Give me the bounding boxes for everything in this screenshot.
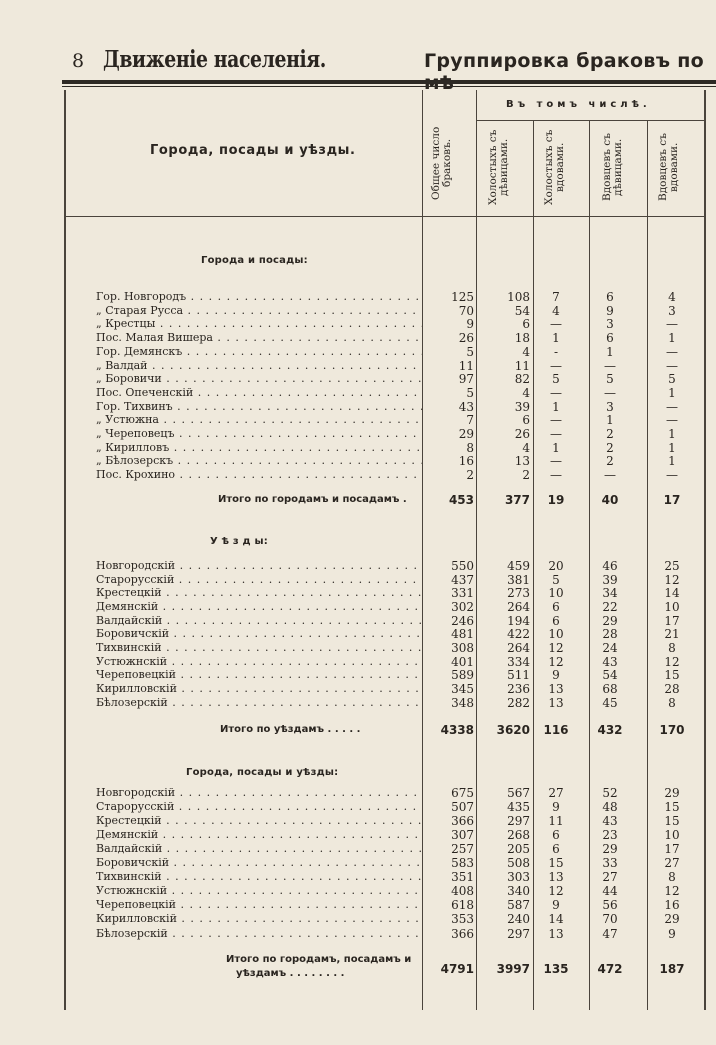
row-label: „ Бѣлозерскъ . . . bbox=[96, 454, 422, 468]
row-label: „ Старая Русса . . . bbox=[96, 304, 422, 318]
row-label: Боровичскій . . . bbox=[96, 856, 422, 870]
table-cell: 70 bbox=[458, 303, 474, 318]
row-label: Крестецкій . . . bbox=[96, 586, 422, 600]
table-cell: 587 bbox=[507, 898, 530, 913]
table-cell: 68 bbox=[602, 681, 618, 696]
table-cell: 44 bbox=[602, 884, 618, 899]
table-cell: 6 bbox=[522, 317, 530, 332]
table-cell: 268 bbox=[507, 828, 530, 843]
table-row bbox=[0, 641, 716, 655]
total-value: 4338 bbox=[440, 723, 474, 737]
table-cell: 15 bbox=[548, 856, 564, 871]
table-cell: 21 bbox=[664, 627, 680, 642]
table-cell: — bbox=[666, 358, 678, 373]
table-cell: 26 bbox=[458, 331, 474, 346]
table-cell: 264 bbox=[507, 599, 530, 614]
table-cell: 236 bbox=[507, 681, 530, 696]
column-header-bachelors-maidens: Холостыхъ съ дѣвицами. bbox=[487, 129, 510, 205]
table-cell: 4 bbox=[668, 290, 676, 304]
row-label: Бѣлозерскій . . . bbox=[96, 927, 422, 941]
table-cell: 5 bbox=[466, 385, 474, 400]
table-cell: — bbox=[550, 385, 562, 400]
table-cell: 7 bbox=[552, 290, 560, 304]
table-cell: 2 bbox=[606, 427, 614, 441]
table-cell: 4 bbox=[522, 385, 530, 400]
table-row bbox=[0, 870, 716, 884]
total-value: 40 bbox=[601, 493, 619, 507]
table-cell: 508 bbox=[507, 856, 530, 871]
total-label: Итого по уѣздамъ . . . . . bbox=[220, 724, 361, 735]
table-cell: 70 bbox=[602, 912, 618, 927]
total-value: 116 bbox=[543, 723, 569, 737]
table-cell: 550 bbox=[451, 559, 474, 573]
table-cell: 2 bbox=[606, 440, 614, 455]
table-cell: 5 bbox=[466, 344, 474, 359]
table-row bbox=[0, 454, 716, 468]
table-row bbox=[0, 559, 716, 573]
table-cell: 264 bbox=[507, 640, 530, 655]
table-cell: 12 bbox=[548, 884, 564, 899]
table-cell: 507 bbox=[451, 800, 474, 815]
table-cell: 3 bbox=[606, 317, 614, 332]
table-cell: 12 bbox=[548, 654, 564, 669]
table-cell: 435 bbox=[507, 800, 530, 815]
table-cell: 13 bbox=[548, 681, 564, 696]
table-cell: 11 bbox=[458, 358, 474, 373]
table-cell: 20 bbox=[548, 559, 564, 573]
row-label: Валдайскій . . . bbox=[96, 842, 422, 856]
table-cell: 437 bbox=[451, 572, 474, 587]
section-title: Города, посады и уѣзды: bbox=[186, 767, 339, 778]
table-cell: 9 bbox=[466, 317, 474, 332]
table-cell: 18 bbox=[514, 331, 530, 346]
table-cell: 5 bbox=[552, 372, 560, 387]
table-cell: 2 bbox=[606, 454, 614, 469]
table-row bbox=[0, 427, 716, 441]
column-header-widowers-maidens: Вдовцевъ съ дѣвицами. bbox=[601, 133, 624, 201]
table-cell: — bbox=[550, 317, 562, 332]
table-row bbox=[0, 345, 716, 359]
table-cell: - bbox=[553, 344, 559, 359]
total-value: 4791 bbox=[440, 962, 474, 976]
table-cell: 12 bbox=[548, 640, 564, 655]
table-cell: 43 bbox=[602, 654, 618, 669]
table-row bbox=[0, 441, 716, 455]
table-cell: 23 bbox=[602, 828, 618, 843]
row-label: Гор. Демянскъ . . . bbox=[96, 345, 422, 359]
table-row bbox=[0, 898, 716, 912]
table-cell: 2 bbox=[466, 468, 474, 483]
table-row bbox=[0, 413, 716, 427]
table-cell: 48 bbox=[602, 800, 618, 815]
running-title-left: Движеніе населенія. bbox=[103, 46, 326, 73]
total-row bbox=[0, 954, 716, 994]
table-cell: 1 bbox=[552, 440, 560, 455]
table-row bbox=[0, 856, 716, 870]
header-bottom-rule bbox=[64, 216, 704, 217]
table-cell: 24 bbox=[602, 640, 618, 655]
table-cell: 12 bbox=[664, 884, 680, 899]
total-value: 3997 bbox=[496, 962, 530, 976]
column-group-title: Въ томъ числѣ. bbox=[506, 99, 651, 110]
row-label: Тихвинскій . . . bbox=[96, 870, 422, 884]
table-cell: 82 bbox=[514, 372, 530, 387]
row-label: „ Череповецъ . . . bbox=[96, 427, 422, 441]
total-value: 17 bbox=[663, 493, 681, 507]
table-cell: 29 bbox=[664, 786, 680, 800]
table-row bbox=[0, 372, 716, 386]
table-cell: 43 bbox=[458, 399, 474, 414]
table-row bbox=[0, 884, 716, 898]
table-cell: 28 bbox=[602, 627, 618, 642]
table-cell: 302 bbox=[451, 599, 474, 614]
table-cell: 401 bbox=[451, 654, 474, 669]
table-row bbox=[0, 600, 716, 614]
table-cell: 308 bbox=[451, 640, 474, 655]
row-label: Устюжнскій . . . bbox=[96, 655, 422, 669]
table-cell: 5 bbox=[668, 372, 676, 387]
table-cell: 6 bbox=[552, 613, 560, 628]
table-cell: 29 bbox=[664, 912, 680, 927]
row-label: Устюжнскій . . . bbox=[96, 884, 422, 898]
table-cell: 47 bbox=[602, 926, 618, 941]
table-cell: 1 bbox=[668, 427, 676, 441]
table-cell: 54 bbox=[602, 668, 618, 683]
table-cell: — bbox=[604, 468, 616, 483]
total-value: 377 bbox=[504, 493, 530, 507]
table-cell: 12 bbox=[664, 572, 680, 587]
table-cell: — bbox=[604, 385, 616, 400]
table-row bbox=[0, 842, 716, 856]
row-label: Кирилловскій . . . bbox=[96, 682, 422, 696]
table-cell: 1 bbox=[668, 385, 676, 400]
table-cell: 240 bbox=[507, 912, 530, 927]
table-cell: 33 bbox=[602, 856, 618, 871]
table-cell: 1 bbox=[606, 413, 614, 428]
table-cell: 303 bbox=[507, 870, 530, 885]
table-cell: 1 bbox=[552, 399, 560, 414]
table-cell: 54 bbox=[514, 303, 530, 318]
table-cell: 205 bbox=[507, 842, 530, 857]
table-cell: — bbox=[550, 468, 562, 483]
column-header-total: Общее число браковъ. bbox=[430, 126, 453, 200]
table-cell: 3 bbox=[606, 399, 614, 414]
table-cell: 345 bbox=[451, 681, 474, 696]
table-cell: 27 bbox=[664, 856, 680, 871]
table-row bbox=[0, 682, 716, 696]
table-row bbox=[0, 786, 716, 800]
row-label: Пос. Опеченскій . . . bbox=[96, 386, 422, 400]
table-cell: 1 bbox=[668, 440, 676, 455]
running-title-right: Группировка браковъ по bbox=[424, 50, 705, 72]
table-cell: 2 bbox=[522, 468, 530, 483]
table-cell: 307 bbox=[451, 828, 474, 843]
table-cell: 14 bbox=[548, 912, 564, 927]
row-label: Боровичскій . . . bbox=[96, 627, 422, 641]
table-cell: 334 bbox=[507, 654, 530, 669]
table-cell: 297 bbox=[507, 814, 530, 829]
table-row bbox=[0, 828, 716, 842]
table-cell: 366 bbox=[451, 926, 474, 941]
total-value: 3620 bbox=[496, 723, 530, 737]
column-header-bachelors-widows: Холостыхъ съ вдовами. bbox=[543, 129, 566, 205]
row-label: Пос. Крохино . . . bbox=[96, 468, 422, 482]
total-value: 472 bbox=[597, 962, 623, 976]
table-cell: 408 bbox=[451, 884, 474, 899]
row-label: Валдайскій . . . bbox=[96, 614, 422, 628]
table-cell: 9 bbox=[552, 800, 560, 815]
table-cell: 14 bbox=[664, 586, 680, 601]
table-cell: 1 bbox=[668, 454, 676, 469]
total-value: 187 bbox=[659, 962, 685, 976]
table-row bbox=[0, 614, 716, 628]
total-value: 135 bbox=[543, 962, 569, 976]
table-row bbox=[0, 468, 716, 482]
table-cell: 8 bbox=[668, 695, 676, 710]
column-header-widowers-widows: Вдовцевъ съ вдовами. bbox=[657, 133, 680, 201]
table-cell: 194 bbox=[507, 613, 530, 628]
table-cell: 39 bbox=[602, 572, 618, 587]
table-cell: 381 bbox=[507, 572, 530, 587]
table-cell: 16 bbox=[458, 454, 474, 469]
row-label: Демянскій . . . bbox=[96, 600, 422, 614]
table-cell: 8 bbox=[668, 870, 676, 885]
row-label: Старорусскій . . . bbox=[96, 800, 422, 814]
table-cell: 366 bbox=[451, 814, 474, 829]
table-cell: 125 bbox=[451, 290, 474, 304]
table-row bbox=[0, 400, 716, 414]
table-cell: 17 bbox=[664, 842, 680, 857]
table-cell: 282 bbox=[507, 695, 530, 710]
table-cell: 567 bbox=[507, 786, 530, 800]
table-cell: 9 bbox=[552, 668, 560, 683]
table-cell: 15 bbox=[664, 800, 680, 815]
table-cell: 9 bbox=[552, 898, 560, 913]
row-label: Гор. Новгородъ . . . bbox=[96, 290, 422, 304]
table-cell: — bbox=[550, 454, 562, 469]
table-row bbox=[0, 290, 716, 304]
row-label: „ Валдай . . . bbox=[96, 359, 422, 373]
table-cell: 511 bbox=[507, 668, 530, 683]
table-cell: 9 bbox=[606, 303, 614, 318]
table-cell: 1 bbox=[668, 331, 676, 346]
row-label: Бѣлозерскій . . . bbox=[96, 696, 422, 710]
table-row bbox=[0, 927, 716, 941]
table-row bbox=[0, 655, 716, 669]
page-number: 8 bbox=[72, 50, 85, 72]
table-cell: 8 bbox=[466, 440, 474, 455]
table-row bbox=[0, 800, 716, 814]
header-subrule bbox=[476, 120, 704, 121]
table-cell: 3 bbox=[668, 303, 676, 318]
table-cell: 8 bbox=[668, 640, 676, 655]
table-cell: 56 bbox=[602, 898, 618, 913]
table-cell: 13 bbox=[548, 926, 564, 941]
table-row bbox=[0, 668, 716, 682]
table-cell: 10 bbox=[548, 627, 564, 642]
table-cell: 6 bbox=[552, 828, 560, 843]
row-label: Пос. Малая Вишера . . . bbox=[96, 331, 422, 345]
row-label: „ Кирилловъ . . . bbox=[96, 441, 422, 455]
row-label: Кирилловскій . . . bbox=[96, 912, 422, 926]
table-row bbox=[0, 912, 716, 926]
table-cell: 22 bbox=[602, 599, 618, 614]
section-title: Города и посады: bbox=[201, 255, 308, 266]
total-value: 19 bbox=[547, 493, 565, 507]
table-cell: 15 bbox=[664, 668, 680, 683]
table-row bbox=[0, 386, 716, 400]
table-cell: 46 bbox=[602, 559, 618, 573]
table-cell: 6 bbox=[606, 290, 614, 304]
table-cell: 28 bbox=[664, 681, 680, 696]
table-cell: 10 bbox=[664, 828, 680, 843]
table-row bbox=[0, 331, 716, 345]
table-cell: 618 bbox=[451, 898, 474, 913]
table-cell: 6 bbox=[522, 413, 530, 428]
table-row bbox=[0, 304, 716, 318]
table-cell: 17 bbox=[664, 613, 680, 628]
table-cell: 11 bbox=[514, 358, 530, 373]
table-cell: 481 bbox=[451, 627, 474, 642]
row-label: Старорусскій . . . bbox=[96, 573, 422, 587]
table-cell: 459 bbox=[507, 559, 530, 573]
table-cell: 297 bbox=[507, 926, 530, 941]
table-cell: — bbox=[550, 413, 562, 428]
table-cell: 1 bbox=[606, 344, 614, 359]
table-cell: 43 bbox=[602, 814, 618, 829]
table-cell: 6 bbox=[552, 599, 560, 614]
table-cell: 52 bbox=[602, 786, 618, 800]
table-cell: 246 bbox=[451, 613, 474, 628]
table-row bbox=[0, 586, 716, 600]
table-cell: 422 bbox=[507, 627, 530, 642]
table-cell: 29 bbox=[458, 427, 474, 441]
table-cell: 5 bbox=[606, 372, 614, 387]
table-cell: 675 bbox=[451, 786, 474, 800]
table-cell: 9 bbox=[668, 926, 676, 941]
table-cell: 13 bbox=[514, 454, 530, 469]
row-label: Череповецкій . . . bbox=[96, 668, 422, 682]
column-title-places: Города, посады и уѣзды. bbox=[150, 143, 356, 158]
table-cell: — bbox=[666, 413, 678, 428]
table-cell: 29 bbox=[602, 842, 618, 857]
table-cell: 45 bbox=[602, 695, 618, 710]
table-cell: 348 bbox=[451, 695, 474, 710]
table-cell: 10 bbox=[664, 599, 680, 614]
total-value: 432 bbox=[597, 723, 623, 737]
table-cell: 15 bbox=[664, 814, 680, 829]
table-cell: 12 bbox=[664, 654, 680, 669]
table-cell: 273 bbox=[507, 586, 530, 601]
table-cell: 5 bbox=[552, 572, 560, 587]
header-rule-thin bbox=[62, 86, 716, 87]
table-cell: — bbox=[550, 427, 562, 441]
table-cell: 27 bbox=[602, 870, 618, 885]
table-cell: 353 bbox=[451, 912, 474, 927]
table-cell: 29 bbox=[602, 613, 618, 628]
total-value: 453 bbox=[448, 493, 474, 507]
row-label: Череповецкій . . . bbox=[96, 898, 422, 912]
total-value: 170 bbox=[659, 723, 685, 737]
row-label: Новгородскій . . . bbox=[96, 559, 422, 573]
table-row bbox=[0, 696, 716, 710]
table-row bbox=[0, 627, 716, 641]
table-row bbox=[0, 317, 716, 331]
table-row bbox=[0, 814, 716, 828]
row-label: Новгородскій . . . bbox=[96, 786, 422, 800]
total-row bbox=[0, 493, 716, 509]
row-label: „ Боровичи . . . bbox=[96, 372, 422, 386]
table-cell: 331 bbox=[451, 586, 474, 601]
table-cell: 257 bbox=[451, 842, 474, 857]
table-cell: 351 bbox=[451, 870, 474, 885]
table-cell: 25 bbox=[664, 559, 680, 573]
row-label: Тихвинскій . . . bbox=[96, 641, 422, 655]
row-label: Гор. Тихвинъ . . . bbox=[96, 400, 422, 414]
table-cell: 7 bbox=[466, 413, 474, 428]
table-cell: 26 bbox=[514, 427, 530, 441]
row-label: „ Устюжна . . . bbox=[96, 413, 422, 427]
header-rule-thick bbox=[62, 80, 716, 84]
total-label: Итого по городамъ и посадамъ . bbox=[218, 494, 407, 505]
table-cell: — bbox=[666, 468, 678, 483]
table-cell: — bbox=[666, 317, 678, 332]
table-cell: 27 bbox=[548, 786, 564, 800]
table-cell: 13 bbox=[548, 695, 564, 710]
total-row bbox=[0, 723, 716, 739]
table-row bbox=[0, 573, 716, 587]
table-row bbox=[0, 359, 716, 373]
table-cell: 6 bbox=[606, 331, 614, 346]
table-cell: 97 bbox=[458, 372, 474, 387]
total-label: уѣздамъ . . . . . . . . bbox=[236, 968, 345, 979]
row-label: „ Крестцы . . . bbox=[96, 317, 422, 331]
table-cell: — bbox=[604, 358, 616, 373]
table-cell: 39 bbox=[514, 399, 530, 414]
table-cell: 4 bbox=[522, 344, 530, 359]
table-cell: — bbox=[666, 399, 678, 414]
table-cell: 4 bbox=[522, 440, 530, 455]
table-cell: — bbox=[666, 344, 678, 359]
table-cell: 16 bbox=[664, 898, 680, 913]
table-cell: 589 bbox=[451, 668, 474, 683]
table-cell: 4 bbox=[552, 303, 560, 318]
table-cell: 108 bbox=[507, 290, 530, 304]
section-title: У ѣ з д ы: bbox=[210, 536, 268, 547]
table-cell: 34 bbox=[602, 586, 618, 601]
row-label: Демянскій . . . bbox=[96, 828, 422, 842]
row-label: Крестецкій . . . bbox=[96, 814, 422, 828]
table-cell: 13 bbox=[548, 870, 564, 885]
table-cell: 11 bbox=[548, 814, 564, 829]
table-cell: — bbox=[550, 358, 562, 373]
table-cell: 6 bbox=[552, 842, 560, 857]
table-cell: 1 bbox=[552, 331, 560, 346]
table-cell: 340 bbox=[507, 884, 530, 899]
table-cell: 583 bbox=[451, 856, 474, 871]
total-label: Итого по городамъ, посадамъ и bbox=[226, 954, 412, 965]
table-cell: 10 bbox=[548, 586, 564, 601]
